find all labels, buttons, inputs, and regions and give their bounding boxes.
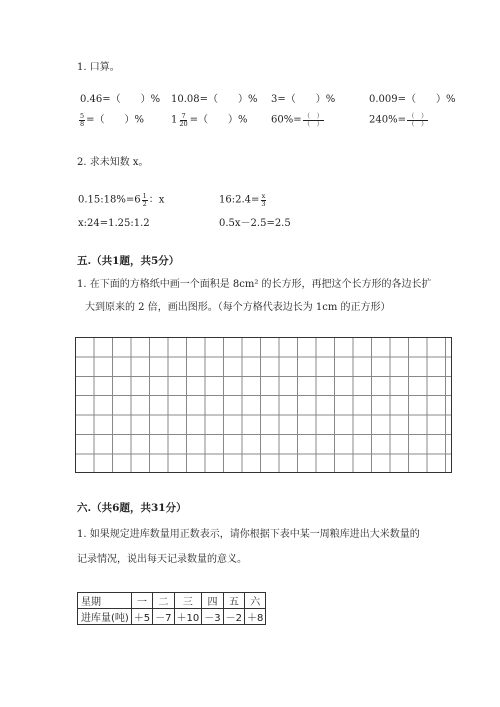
q1-item-5: $\frac{5}{8}$ =（ ）% — [80, 112, 145, 128]
fraction-blank: $\frac{( )}{( )}$ — [407, 112, 428, 128]
section-six-title: 六.（共6题，共31分） — [77, 502, 187, 514]
section-five-line-2: 大到原来的 2 倍，画出图形。（每个方格代表边长为 1cm 的正方形） — [85, 302, 391, 313]
section-six-line-1: 1. 如果规定进库数量用正数表示，请你根据下表中某一周粮库进出大米数量的 — [77, 529, 420, 540]
q1-item-4: 0.009=（ ）% — [369, 94, 456, 105]
table-cell: 四 — [202, 593, 223, 609]
table-cell: －2 — [223, 609, 244, 625]
section-five-title: 五.（共1题，共5分） — [77, 255, 180, 267]
table-cell: 一 — [131, 593, 152, 609]
q1-item-3: 3=（ ）% — [271, 94, 336, 105]
q1-item-6: 1 $\frac{7}{20}$ =（ ）% — [171, 112, 248, 128]
table-cell: 星期 — [78, 593, 132, 609]
q1-item-1: 0.46=（ ）% — [80, 94, 161, 105]
section-five-line-1: 1. 在下面的方格纸中画一个面积是 8cm² 的长方形，再把这个长方形的各边长扩 — [77, 279, 432, 290]
q2-equation-1: 0.15:18%=6 $\frac{1}{2}$ ：x — [78, 192, 165, 208]
q1-item-7: 60%= $\frac{( )}{( )}$ — [271, 112, 324, 128]
fraction: $\frac{1}{2}$ — [142, 192, 147, 208]
q2-equation-4: 0.5x－2.5=2.5 — [219, 218, 291, 229]
table-row — [78, 609, 266, 625]
q2-title: 2. 求未知数 x。 — [77, 157, 149, 168]
grid-paper — [75, 337, 452, 473]
table-header-row — [78, 593, 266, 609]
table-cell: ＋5 — [131, 609, 152, 625]
q1-item-8: 240%= $\frac{( )}{( )}$ — [369, 112, 428, 128]
q2-equation-2: 16:2.4= $\frac{x}{3}$ — [219, 192, 266, 208]
table-cell: 进库量(吨) — [78, 609, 132, 625]
fraction: $\frac{5}{8}$ — [80, 112, 85, 128]
table-cell: 五 — [223, 593, 244, 609]
table-cell: ＋10 — [174, 609, 202, 625]
fraction: $\frac{x}{3}$ — [261, 192, 266, 208]
q1-title: 1. 口算。 — [77, 62, 120, 73]
q1-item-2: 10.08=（ ）% — [171, 94, 258, 105]
table-cell: －3 — [202, 609, 223, 625]
section-six-line-2: 记录情况，说出每天记录数量的意义。 — [77, 554, 247, 565]
fraction: $\frac{7}{20}$ — [179, 112, 188, 128]
fraction-blank: $\frac{( )}{( )}$ — [303, 112, 324, 128]
table-cell: 三 — [174, 593, 202, 609]
table-cell: 二 — [153, 593, 174, 609]
record-table — [77, 592, 266, 625]
table-cell: －7 — [153, 609, 174, 625]
table-cell: 六 — [245, 593, 266, 609]
q2-equation-3: x:24=1.25:1.2 — [78, 218, 150, 229]
table-cell: ＋8 — [245, 609, 266, 625]
